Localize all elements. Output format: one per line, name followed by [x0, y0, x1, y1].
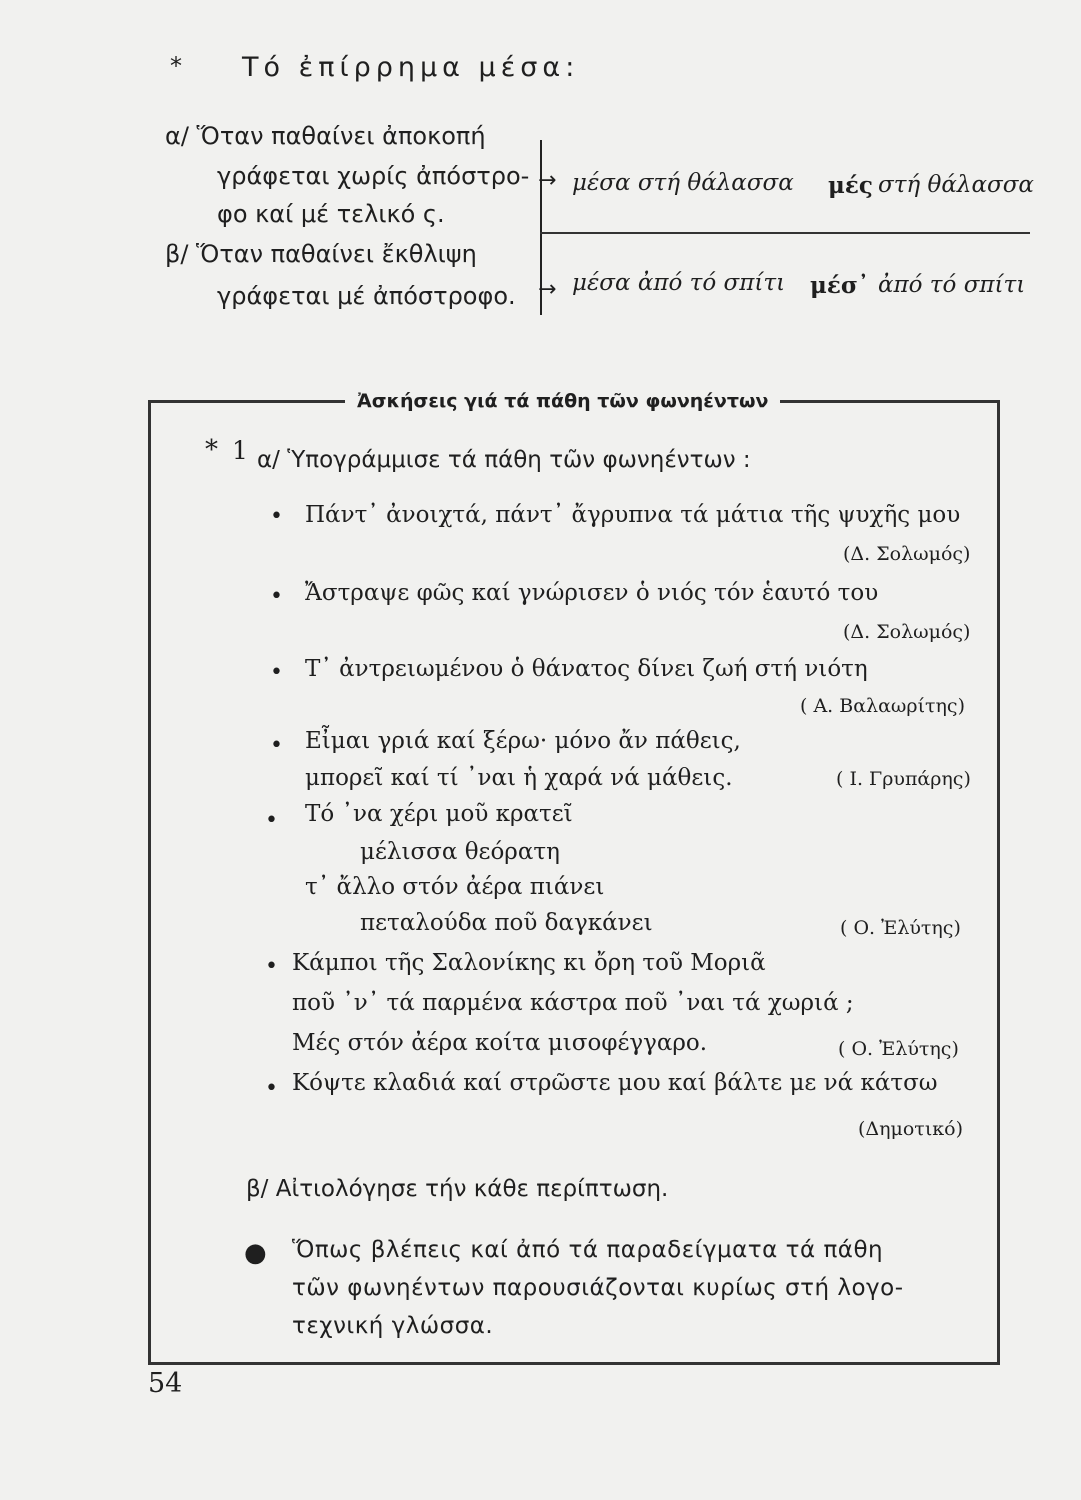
bullet-icon: •: [270, 584, 283, 609]
rule-a-example-result-rest: στή θάλασσα: [878, 172, 1034, 198]
bullet-icon: •: [270, 504, 283, 529]
quote-1-line-1: Πάντ᾽ ἀνοιχτά, πάντ᾽ ἄγρυπνα τά μάτια τῆς ψυχῆς μου: [305, 502, 961, 528]
note-line-3: τεχνική γλώσσα.: [292, 1313, 494, 1339]
quote-7-line-1: Κόψτε κλαδιά καί στρῶστε μου καί βάλτε με νά κάτσω: [292, 1070, 938, 1096]
quote-5-line-2: μέλισσα θεόρατη: [360, 839, 560, 865]
quote-5-line-4: πεταλούδα ποῦ δαγκάνει: [360, 910, 653, 936]
instruction-star: *: [205, 435, 218, 465]
quote-1-author: (Δ. Σολωμός): [843, 543, 971, 565]
quote-4-line-1: Εἶμαι γριά καί ξέρω· μόνο ἄν πάθεις,: [305, 728, 741, 754]
rule-a-line1: α/ Ὅταν παθαίνει ἀποκοπή: [165, 122, 486, 150]
quote-6-line-3: Μές στόν ἀέρα κοίτα μισοφέγγαρο.: [292, 1030, 708, 1056]
arrow-icon: →: [538, 168, 557, 193]
quote-6-line-1: Κάμποι τῆς Σαλονίκης κι ὄρη τοῦ Μοριᾶ: [292, 950, 766, 976]
quote-6-line-2: ποῦ ᾽ν᾽ τά παρμένα κάστρα ποῦ ᾽ναι τά χωριά ;: [292, 990, 854, 1016]
quote-4-line-2: μπορεῖ καί τί ᾽ναι ἡ χαρά νά μάθεις.: [305, 765, 733, 791]
section-heading: Τό ἐπίρρημα μέσα:: [242, 52, 580, 83]
bullet-icon: •: [265, 1076, 278, 1101]
quote-5-author: ( Ο. Ἐλύτης): [840, 917, 961, 939]
note-line-1: Ὅπως βλέπεις καί ἀπό τά παραδείγματα τά πάθη: [292, 1237, 884, 1263]
note-line-2: τῶν φωνηέντων παρουσιάζονται κυρίως στή λογο-: [292, 1275, 904, 1301]
bullet-icon: •: [265, 954, 278, 979]
rule-b-example-original: μέσα ἀπό τό σπίτι: [572, 270, 786, 296]
quote-7-author: (Δημοτικό): [858, 1118, 963, 1140]
instruction-number: 1: [232, 436, 248, 465]
heading-star: *: [170, 52, 182, 80]
rule-b-example-result-rest: ἀπό τό σπίτι: [878, 272, 1026, 298]
quote-5-line-1: Τό ᾽να χέρι μοῦ κρατεῖ: [305, 801, 573, 827]
quote-3-author: ( Α. Βαλαωρίτης): [800, 695, 965, 717]
bullet-icon: •: [270, 733, 283, 758]
quote-5-line-3: τ᾽ ἄλλο στόν ἀέρα πιάνει: [305, 874, 605, 900]
quote-2-line-1: Ἄστραψε φῶς καί γνώρισεν ὁ νιός τόν ἑαυτό του: [305, 580, 879, 606]
instruction-b: β/ Αἰτιολόγησε τήν κάθε περίπτωση.: [246, 1176, 669, 1202]
rule-a-example-result-bold: μές: [828, 172, 873, 199]
rule-b-line1: β/ Ὅταν παθαίνει ἔκθλιψη: [165, 240, 477, 268]
quote-2-author: (Δ. Σολωμός): [843, 621, 971, 643]
exercise-title: Ἀσκήσεις γιά τά πάθη τῶν φωνηέντων: [345, 390, 780, 412]
instruction-a: α/ Ὑπογράμμισε τά πάθη τῶν φωνηέντων :: [257, 447, 751, 473]
rules-divider-horizontal: [540, 232, 1030, 234]
rule-a-example-original: μέσα στή θάλασσα: [572, 170, 794, 196]
rule-a-line3: φο καί μέ τελικό ς.: [217, 200, 445, 228]
quote-3-line-1: Τ᾽ ἀντρειωμένου ὁ θάνατος δίνει ζωή στή νιότη: [305, 656, 868, 682]
rule-b-example-result-bold: μέσ᾽: [810, 272, 870, 299]
arrow-icon: →: [538, 277, 557, 302]
rule-a-line2: γράφεται χωρίς ἀπόστρο-: [217, 162, 530, 190]
bullet-icon: •: [265, 808, 278, 833]
page-number: 54: [148, 1368, 183, 1399]
rule-b-line2: γράφεται μέ ἀπόστροφο.: [217, 282, 516, 310]
bullet-icon: •: [270, 660, 283, 685]
quote-6-author: ( Ο. Ἐλύτης): [838, 1038, 959, 1060]
quote-4-author: ( Ι. Γρυπάρης): [836, 768, 971, 790]
note-bullet-icon: ●: [244, 1238, 267, 1268]
